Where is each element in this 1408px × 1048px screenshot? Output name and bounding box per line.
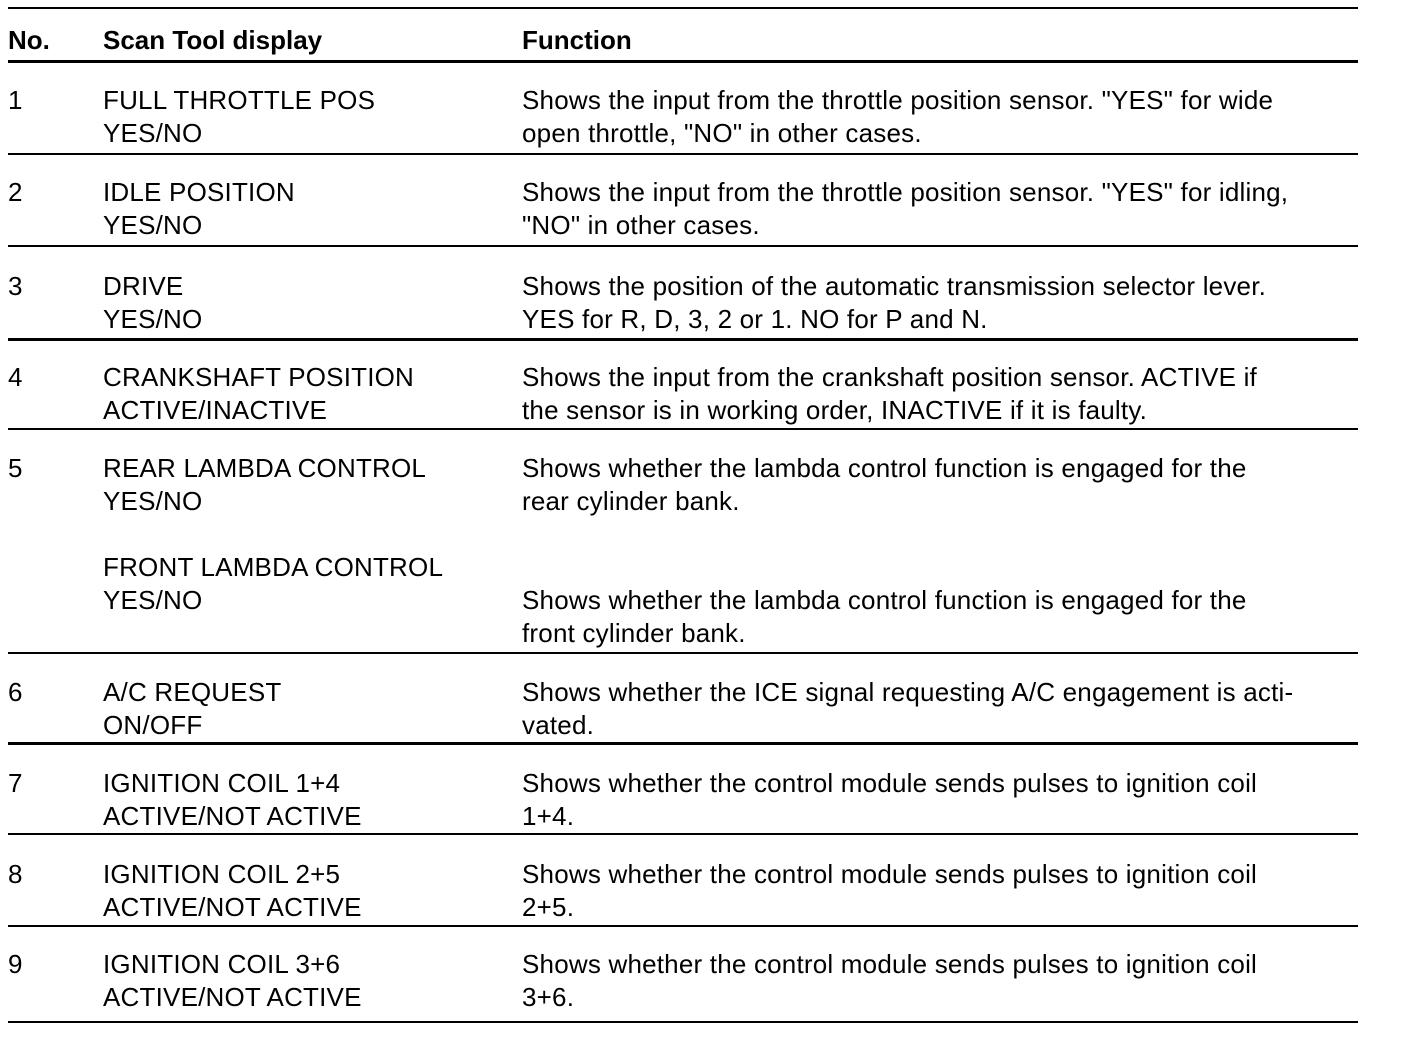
row-9-display-line2: ACTIVE/NOT ACTIVE	[103, 982, 362, 1012]
table-top-rule	[8, 7, 1358, 9]
row-5-function2-line1: Shows whether the lambda control function is engaged for the	[522, 585, 1247, 615]
row-3-function-line2: YES for R, D, 3, 2 or 1. NO for P and N.	[522, 304, 988, 334]
row-5-function-front	[522, 584, 1247, 650]
row-5-display2-line2: YES/NO	[103, 585, 203, 615]
row-3-display	[103, 270, 202, 336]
row-9-function-line2: 3+6.	[522, 982, 575, 1012]
row-8-function-line2: 2+5.	[522, 892, 575, 922]
row-3-rule	[8, 338, 1358, 341]
row-7-function	[522, 767, 1257, 833]
row-8-display-line1: IGNITION COIL 2+5	[103, 859, 341, 889]
row-6-display	[103, 676, 281, 742]
row-6-function-line2: vated.	[522, 710, 595, 740]
row-5-function-line2: rear cylinder bank.	[522, 486, 740, 516]
row-5-display2-line1: FRONT LAMBDA CONTROL	[103, 552, 444, 582]
row-6-display-line2: ON/OFF	[103, 710, 203, 740]
row-2-no: 2	[8, 177, 23, 207]
row-3-function-line1: Shows the position of the automatic transmission selector lever.	[522, 271, 1267, 301]
row-1-function-line2: open throttle, "NO" in other cases.	[522, 118, 922, 148]
row-4-function-line2: the sensor is in working order, INACTIVE if it is faulty.	[522, 395, 1148, 425]
row-2-display-line2: YES/NO	[103, 210, 203, 240]
row-2-rule	[8, 245, 1358, 247]
row-4-no: 4	[8, 362, 23, 392]
row-5-display-line1: REAR LAMBDA CONTROL	[103, 453, 427, 483]
row-3-no: 3	[8, 271, 23, 301]
row-5-display-front	[103, 551, 443, 617]
row-5-function-line1: Shows whether the lambda control function is engaged for the	[522, 453, 1247, 483]
row-9-display-line1: IGNITION COIL 3+6	[103, 949, 341, 979]
row-1-display-line2: YES/NO	[103, 118, 203, 148]
row-3-display-line1: DRIVE	[103, 271, 184, 301]
header-rule	[8, 60, 1358, 63]
row-5-function	[522, 452, 1247, 518]
row-4-rule	[8, 428, 1358, 430]
row-5-display-line2: YES/NO	[103, 486, 203, 516]
row-7-function-line1: Shows whether the control module sends pulses to ignition coil	[522, 768, 1258, 798]
row-8-rule	[8, 925, 1358, 927]
row-6-function-line1: Shows whether the ICE signal requesting A/C engagement is acti-	[522, 677, 1294, 707]
row-6-no: 6	[8, 677, 23, 707]
row-6-display-line1: A/C REQUEST	[103, 677, 282, 707]
row-4-display	[103, 361, 414, 427]
row-3-function	[522, 270, 1266, 336]
header-display: Scan Tool display	[103, 25, 323, 55]
row-8-function-line1: Shows whether the control module sends pulses to ignition coil	[522, 859, 1258, 889]
row-7-function-line2: 1+4.	[522, 801, 575, 831]
row-3-display-line2: YES/NO	[103, 304, 203, 334]
row-2-display-line1: IDLE POSITION	[103, 177, 295, 207]
row-1-function-line1: Shows the input from the throttle position sensor. "YES" for wide	[522, 85, 1274, 115]
row-1-display	[103, 84, 375, 150]
header-function: Function	[522, 25, 632, 55]
row-9-display	[103, 948, 362, 1014]
row-1-no: 1	[8, 85, 23, 115]
row-5-function2-line2: front cylinder bank.	[522, 618, 746, 648]
row-7-display-line1: IGNITION COIL 1+4	[103, 768, 341, 798]
row-5-no: 5	[8, 453, 23, 483]
row-2-display	[103, 176, 295, 242]
row-6-function	[522, 676, 1293, 742]
row-4-display-line2: ACTIVE/INACTIVE	[103, 395, 328, 425]
row-2-function	[522, 176, 1288, 242]
row-4-function-line1: Shows the input from the crankshaft position sensor. ACTIVE if	[522, 362, 1257, 392]
row-2-function-line1: Shows the input from the throttle position sensor. "YES" for idling,	[522, 177, 1289, 207]
row-8-display	[103, 858, 362, 924]
row-1-function	[522, 84, 1273, 150]
row-7-no: 7	[8, 768, 23, 798]
row-9-function-line1: Shows whether the control module sends pulses to ignition coil	[522, 949, 1258, 979]
row-1-display-line1: FULL THROTTLE POS	[103, 85, 376, 115]
table-bottom-rule	[8, 1021, 1358, 1023]
row-4-function	[522, 361, 1257, 427]
row-8-no: 8	[8, 859, 23, 889]
row-8-display-line2: ACTIVE/NOT ACTIVE	[103, 892, 362, 922]
row-4-display-line1: CRANKSHAFT POSITION	[103, 362, 415, 392]
row-7-rule	[8, 833, 1358, 835]
row-1-rule	[8, 153, 1358, 155]
row-9-no: 9	[8, 949, 23, 979]
header-no: No.	[8, 25, 50, 55]
row-8-function	[522, 858, 1257, 924]
row-2-function-line2: "NO" in other cases.	[522, 210, 760, 240]
row-7-display	[103, 767, 362, 833]
row-7-display-line2: ACTIVE/NOT ACTIVE	[103, 801, 362, 831]
row-9-function	[522, 948, 1257, 1014]
row-6-rule	[8, 742, 1358, 745]
row-5-display	[103, 452, 426, 518]
row-5-rule	[8, 652, 1358, 654]
